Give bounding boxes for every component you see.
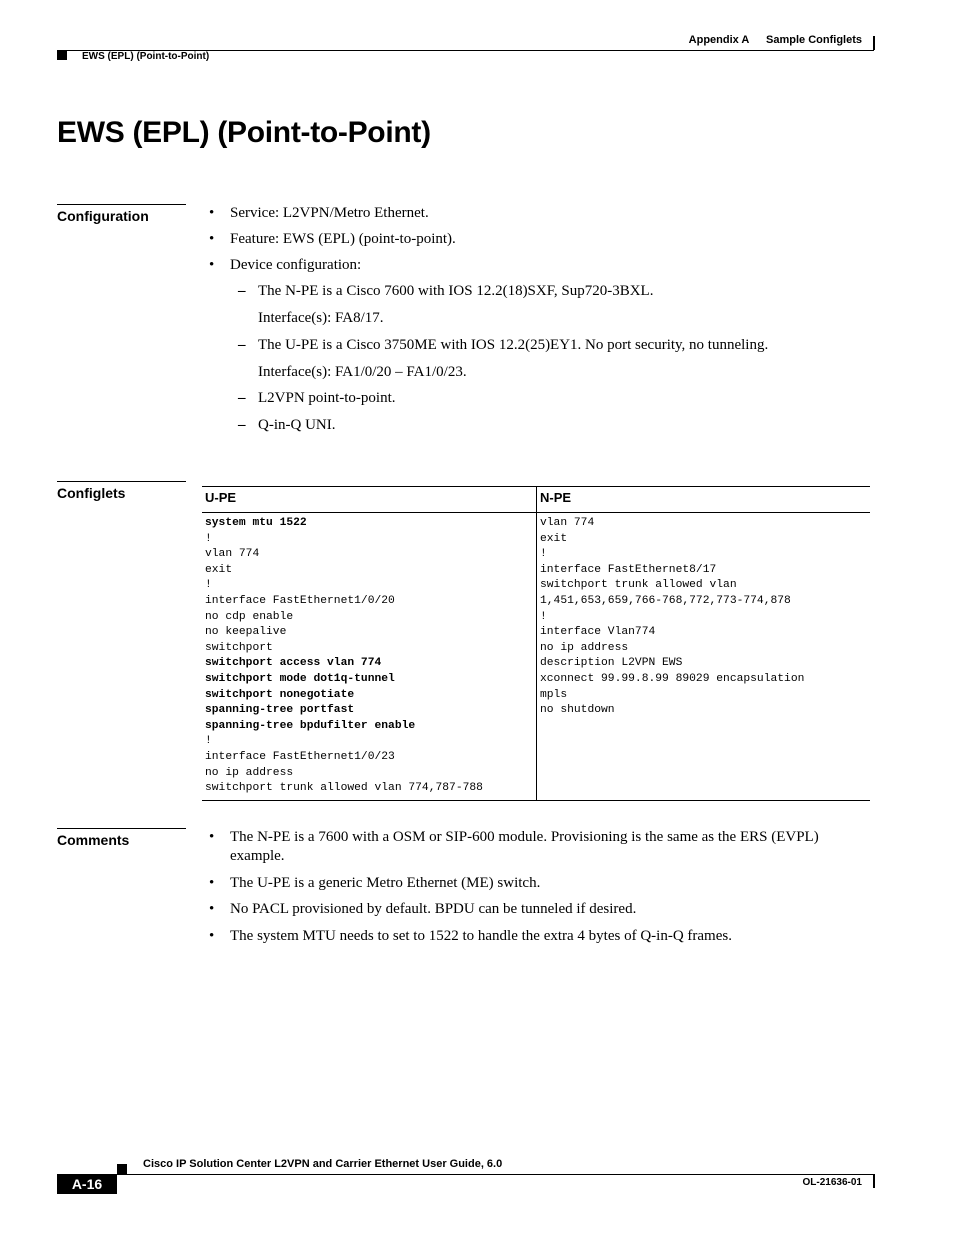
comments-label: Comments: [57, 828, 186, 848]
sub-item: – The U-PE is a Cisco 3750ME with IOS 12.2(25)EY1. No port security, no tunneling. Interface(s): FA1/0/20 – FA1/0/23.: [230, 336, 874, 382]
code-line: no shutdown: [540, 704, 615, 717]
code-line: switchport: [205, 641, 273, 654]
code-line: !: [205, 579, 212, 592]
code-line: interface FastEthernet1/0/20: [205, 594, 395, 607]
code-line: spanning-tree bpdufilter enable: [205, 719, 416, 732]
table-body: [202, 513, 870, 800]
npe-configlet: [540, 516, 867, 719]
code-line: interface FastEthernet1/0/23: [205, 750, 395, 763]
code-line: !: [540, 548, 547, 561]
code-line: switchport trunk allowed vlan 774,787-788: [205, 782, 483, 795]
code-line: interface Vlan774: [540, 626, 656, 639]
configuration-list: [206, 204, 874, 435]
code-line: exit: [540, 532, 568, 545]
upe-configlet: [205, 516, 533, 797]
code-line: description L2VPN EWS: [540, 657, 683, 670]
list-item: • The system MTU needs to set to 1522 to handle the extra 4 bytes of Q-in-Q frames.: [206, 927, 874, 946]
code-line: switchport mode dot1q-tunnel: [205, 672, 395, 685]
code-line: mpls: [540, 688, 568, 701]
header-section: Sample Configlets: [766, 34, 862, 46]
configlets-table: [202, 486, 870, 801]
configlets-label: Configlets: [57, 481, 186, 501]
header-tick: [873, 36, 875, 50]
upe-header: U-PE: [202, 487, 537, 512]
code-line: no ip address: [205, 766, 294, 779]
code-line: no keepalive: [205, 626, 287, 639]
upe-cell: [202, 513, 537, 800]
list-item: • No PACL provisioned by default. BPDU can be tunneled if desired.: [206, 900, 874, 919]
code-line: spanning-tree portfast: [205, 704, 355, 717]
code-line: !: [205, 735, 212, 748]
header-appendix: Appendix A: [688, 34, 749, 46]
footer-square: [117, 1164, 127, 1174]
code-line: !: [540, 610, 547, 623]
device-config-sublist: [230, 282, 874, 435]
sub-item: – The N-PE is a Cisco 7600 with IOS 12.2(18)SXF, Sup720-3BXL. Interface(s): FA8/17.: [230, 282, 874, 328]
code-line: vlan 774: [540, 517, 595, 529]
npe-cell: [537, 513, 870, 800]
footer-guide-title: Cisco IP Solution Center L2VPN and Carrier Ethernet User Guide, 6.0: [143, 1158, 503, 1170]
code-line: !: [205, 532, 212, 545]
code-line: switchport access vlan 774: [205, 657, 382, 670]
list-item: • Service: L2VPN/Metro Ethernet.: [206, 204, 874, 223]
list-item: • The N-PE is a 7600 with a OSM or SIP-600 module. Provisioning is the same as the ERS (EVPL) example.: [206, 828, 874, 866]
code-line: system mtu 1522: [205, 517, 307, 529]
code-line: 1,451,653,659,766-768,772,773-774,878: [540, 594, 791, 607]
code-line: switchport nonegotiate: [205, 688, 355, 701]
doc-number: OL-21636-01: [802, 1177, 862, 1188]
page-title: EWS (EPL) (Point-to-Point): [57, 116, 431, 149]
header-square: [57, 50, 67, 60]
code-line: switchport trunk allowed vlan: [540, 579, 737, 592]
code-line: no cdp enable: [205, 610, 294, 623]
code-line: exit: [205, 563, 233, 576]
configuration-label: Configuration: [57, 204, 186, 224]
list-item: • The U-PE is a generic Metro Ethernet (ME) switch.: [206, 874, 874, 893]
code-line: xconnect 99.99.8.99 89029 encapsulation: [540, 672, 805, 685]
page-number: A-16: [57, 1174, 117, 1194]
code-line: no ip address: [540, 641, 629, 654]
header-running-title: EWS (EPL) (Point-to-Point): [82, 51, 210, 62]
comments-list: [206, 828, 874, 946]
header-chapter: [675, 34, 862, 46]
code-line: vlan 774: [205, 548, 260, 561]
footer-rule: [117, 1174, 874, 1175]
sub-item: – Q-in-Q UNI.: [230, 416, 874, 435]
npe-header: N-PE: [540, 490, 572, 505]
code-line: interface FastEthernet8/17: [540, 563, 717, 576]
footer-tick: [873, 1174, 875, 1188]
list-item: • Device configuration: – The N-PE is a Cisco 7600 with IOS 12.2(18)SXF, Sup720-3BXL. Interface(s): FA8/17. – The U-PE is a Cisco 3750ME with IOS 12.2(25)EY1. No port security, no tunneling. Interface(s): FA1/0/20 – FA1/0/23. – L2VPN point-to-point. – Q-in-Q UNI.: [206, 256, 874, 435]
sub-item: – L2VPN point-to-point.: [230, 389, 874, 408]
table-header: [202, 487, 870, 513]
list-item: • Feature: EWS (EPL) (point-to-point).: [206, 230, 874, 249]
